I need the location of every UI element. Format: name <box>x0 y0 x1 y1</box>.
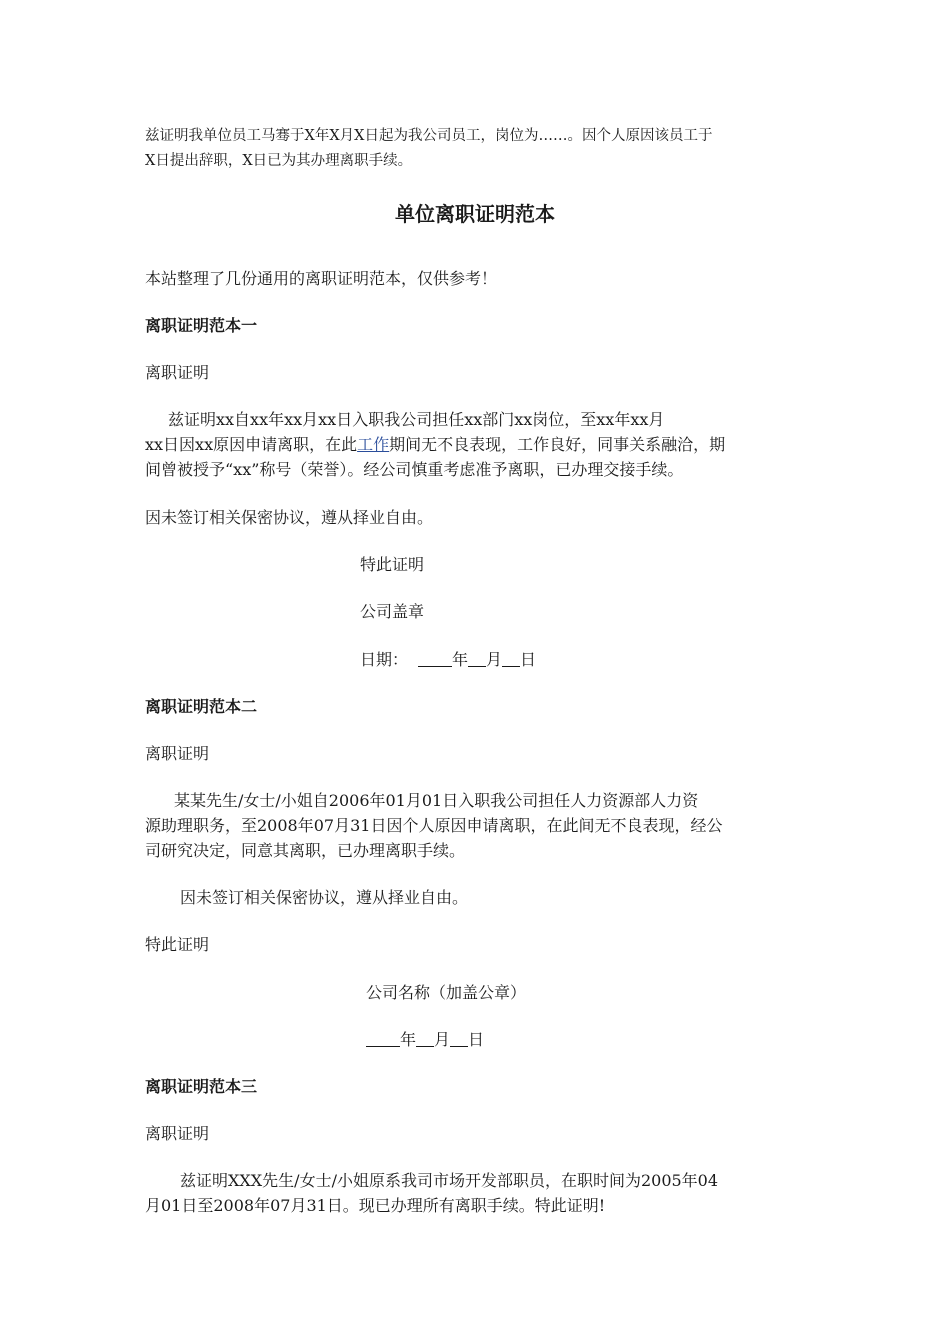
day-unit: 日 <box>520 650 537 669</box>
day-unit: 日 <box>468 1030 485 1049</box>
sample2-body-line-1: 某某先生/女士/小姐自2006年01月01日入职我公司担任人力资源部人力资 <box>174 791 699 810</box>
sample1-body-line-1: 兹证明xx自xx年xx月xx日入职我公司担任xx部门xx岗位，至xx年xx月 <box>168 410 665 429</box>
sample1-body-line-3: 间曾被授予“xx”称号（荣誉）。经公司慎重考虑准予离职，已办理交接手续。 <box>145 460 684 479</box>
sample1-seal: 公司盖章 <box>360 602 425 621</box>
sample1-date <box>360 647 950 672</box>
month-blank <box>416 1030 434 1047</box>
sample2-body-line-2: 源助理职务，至2008年07月31日因个人原因申请离职，在此间无不良表现，经公 <box>145 816 723 835</box>
sample3-heading: 离职证明范本三 <box>145 1077 258 1096</box>
sample1-heading: 离职证明范本一 <box>145 316 258 335</box>
work-link[interactable]: 工作 <box>357 435 390 454</box>
year-unit: 年 <box>400 1030 417 1049</box>
sample1-doc-title: 离职证明 <box>145 363 210 382</box>
day-blank <box>502 650 520 667</box>
year-blank <box>366 1030 400 1047</box>
month-blank <box>468 650 486 667</box>
sample2-certify: 特此证明 <box>145 935 210 954</box>
sample1-body-line-2 <box>145 432 810 457</box>
sample2-date <box>366 1027 950 1052</box>
sample3-body-line-2: 月01日至2008年07月31日。现已办理所有离职手续。特此证明! <box>145 1196 606 1215</box>
intro-line-2: X日提出辞职，X日已为其办理离职手续。 <box>145 153 413 169</box>
lead-text: 本站整理了几份通用的离职证明范本，仅供参考！ <box>145 269 498 288</box>
sample2-company: 公司名称（加盖公章） <box>366 983 527 1002</box>
sample1-body-line-2-b: 期间无不良表现，工作良好，同事关系融洽，期 <box>389 435 726 454</box>
month-unit: 月 <box>434 1030 451 1049</box>
sample1-confidentiality: 因未签订相关保密协议，遵从择业自由。 <box>145 508 434 527</box>
day-blank <box>450 1030 468 1047</box>
date-label: 日期： <box>360 650 409 669</box>
sample1-certify: 特此证明 <box>360 555 425 574</box>
intro-line-1: 兹证明我单位员工马骞于X年X月X日起为我公司员工，岗位为……。因个人原因该员工于 <box>145 128 713 144</box>
year-blank <box>418 650 452 667</box>
year-unit: 年 <box>452 650 469 669</box>
sample2-heading: 离职证明范本二 <box>145 697 258 716</box>
sample2-doc-title: 离职证明 <box>145 744 210 763</box>
page-title: 单位离职证明范本 <box>395 202 555 226</box>
sample3-doc-title: 离职证明 <box>145 1124 210 1143</box>
month-unit: 月 <box>486 650 503 669</box>
sample3-body-line-1: 兹证明XXX先生/女士/小姐原系我司市场开发部职员，在职时间为2005年04 <box>180 1171 719 1190</box>
sample2-confidentiality: 因未签订相关保密协议，遵从择业自由。 <box>180 888 469 907</box>
sample2-body-line-3: 司研究决定，同意其离职，已办理离职手续。 <box>145 841 466 860</box>
sample1-body-line-2-a: xx日因xx原因申请离职，在此 <box>145 435 358 454</box>
